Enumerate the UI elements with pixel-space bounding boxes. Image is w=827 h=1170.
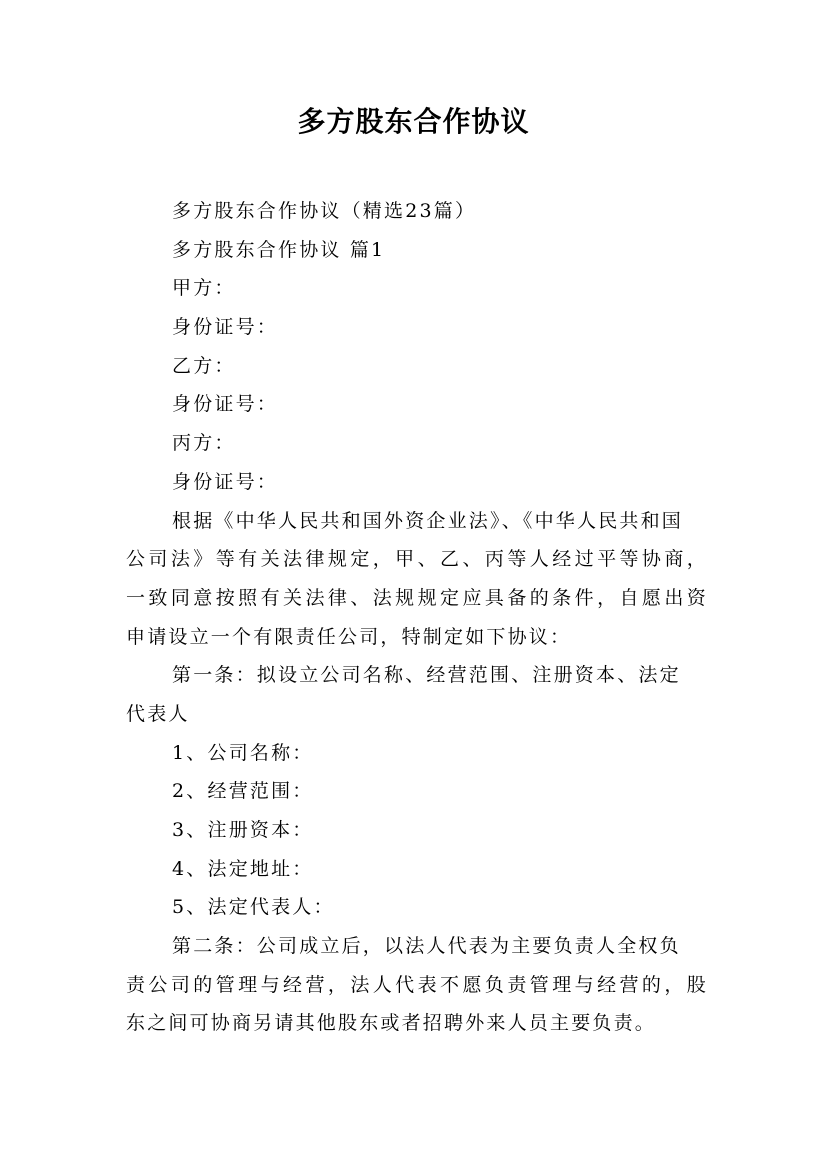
section-heading: 多方股东合作协议 篇1 [172,238,386,261]
party-a-id-label: 身份证号： [172,316,279,339]
document-title: 多方股东合作协议 [297,105,530,138]
article-2-line: 东之间可协商另请其他股东或者招聘外来人员主要负责。 [126,1012,657,1035]
paragraph-line: 根据《中华人民共和国外资企业法》、《中华人民共和国 [172,509,684,532]
subtitle-line: 多方股东合作协议（精选23篇） [172,200,477,222]
party-c-id-label: 身份证号： [172,470,279,493]
list-item: 4、法定地址： [172,857,314,880]
article-2-line: 责公司的管理与经营，法人代表不愿负责管理与经营的，股 [126,973,708,996]
party-b-label: 乙方： [172,354,236,377]
document-body [126,192,708,1043]
list-item: 2、经营范围： [172,780,314,803]
paragraph-line: 申请设立一个有限责任公司，特制定如下协议： [126,625,572,648]
article-1-line: 代表人 [126,702,190,725]
paragraph-line: 公司法》等有关法律规定，甲、乙、丙等人经过平等协商， [126,548,708,571]
list-item: 3、注册资本： [172,819,314,841]
list-item: 1、公司名称： [172,741,314,764]
article-2-line: 第二条：公司成立后，以法人代表为主要负责人全权负 [172,935,681,958]
party-b-id-label: 身份证号： [172,393,279,416]
article-1-line: 第一条：拟设立公司名称、经营范围、注册资本、法定 [172,664,681,687]
party-c-label: 丙方： [172,432,236,455]
party-a-label: 甲方： [172,277,236,300]
paragraph-line: 一致同意按照有关法律、法规规定应具备的条件，自愿出资 [126,586,708,609]
list-item: 5、法定代表人： [172,896,335,919]
